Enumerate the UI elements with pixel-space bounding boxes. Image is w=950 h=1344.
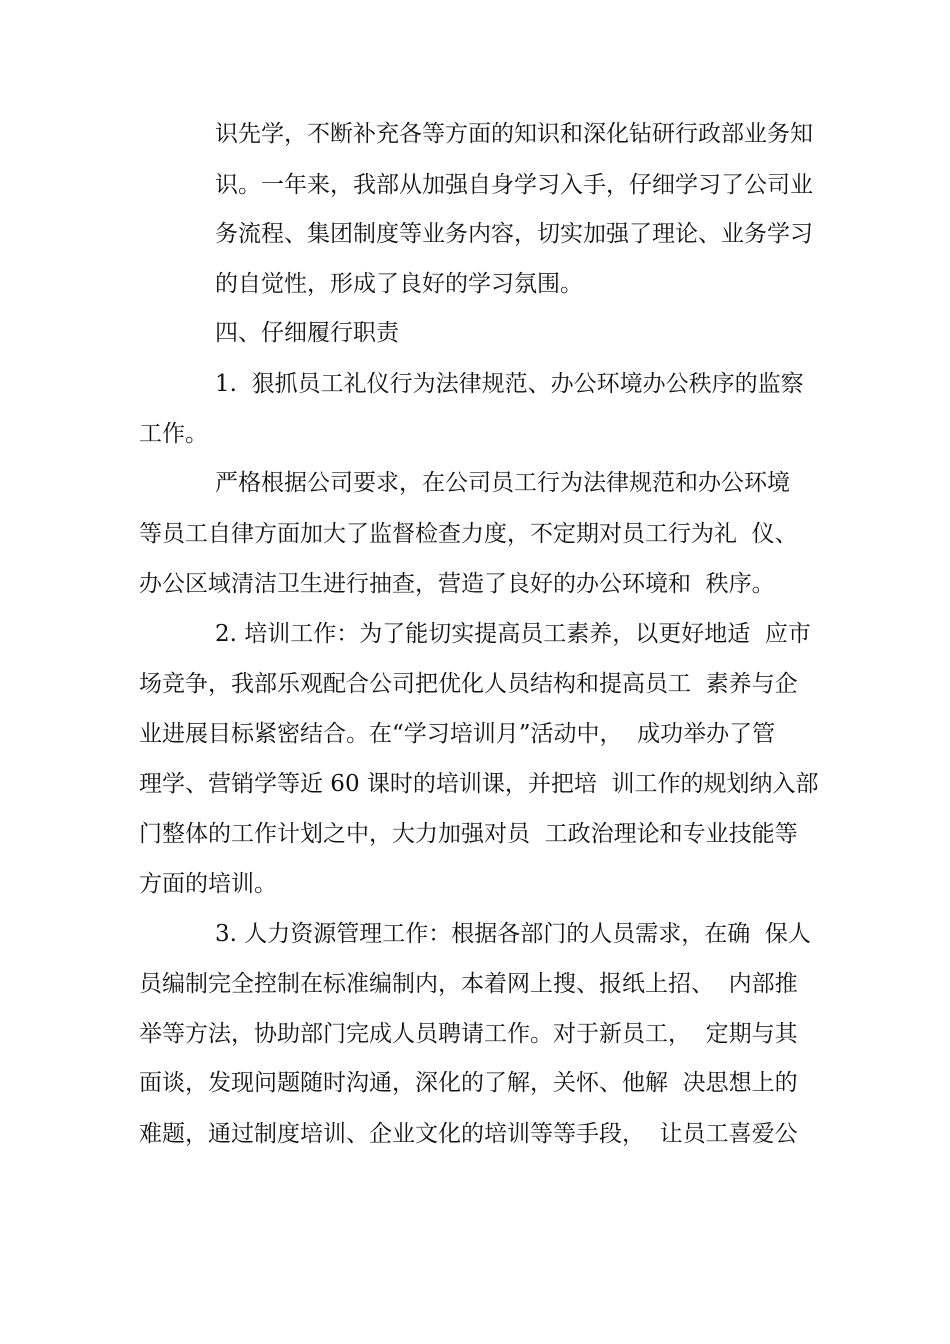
text-line: 识先学，不断补充各等方面的知识和深化钻研行政部业务知 xyxy=(215,121,813,147)
section-heading: 四、仔细履行职责 xyxy=(215,320,399,346)
text-line: 员编制完全控制在标准编制内，本着网上搜、报纸上招、 内部推 xyxy=(139,971,798,997)
text-line: 3. 人力资源管理工作：根据各部门的人员需求，在确 保人 xyxy=(215,921,811,947)
text-line: 理学、营销学等近 60 课时的培训课，并把培 训工作的规划纳入部 xyxy=(139,771,819,797)
text-line: 等员工自律方面加大了监督检查力度，不定期对员工行为礼 仪、 xyxy=(139,521,798,547)
text-line: 1. 狠抓员工礼仪行为法律规范、办公环境办公秩序的监察 xyxy=(215,371,804,397)
text-line: 2. 培训工作：为了能切实提高员工素养，以更好地适 应市 xyxy=(215,621,811,647)
text-line: 务流程、集团制度等业务内容，切实加强了理论、业务学习 xyxy=(215,221,813,247)
text-line: 工作。 xyxy=(139,421,208,447)
text-line: 面谈，发现问题随时沟通，深化的了解，关怀、他解 决思想上的 xyxy=(139,1070,798,1096)
text-line: 方面的培训。 xyxy=(139,871,277,897)
text-line: 识。一年来，我部从加强自身学习入手，仔细学习了公司业 xyxy=(215,172,813,198)
text-line: 难题，通过制度培训、企业文化的培训等等手段， 让员工喜爱公 xyxy=(139,1121,798,1147)
text-line: 举等方法，协助部门完成人员聘请工作。对于新员工， 定期与其 xyxy=(139,1021,798,1047)
text-line: 办公区域清洁卫生进行抽查，营造了良好的办公环境和 秩序。 xyxy=(139,571,775,597)
text-line: 严格根据公司要求，在公司员工行为法律规范和办公环境 xyxy=(215,470,790,496)
text-line: 业进展目标紧密结合。在“学习培训月”活动中， 成功举办了管 xyxy=(139,721,776,747)
text-line: 场竞争，我部乐观配合公司把优化人员结构和提高员工 素养与企 xyxy=(139,671,798,697)
text-line: 的自觉性，形成了良好的学习氛围。 xyxy=(215,271,583,297)
text-line: 门整体的工作计划之中，大力加强对员 工政治理论和专业技能等 xyxy=(139,821,798,847)
